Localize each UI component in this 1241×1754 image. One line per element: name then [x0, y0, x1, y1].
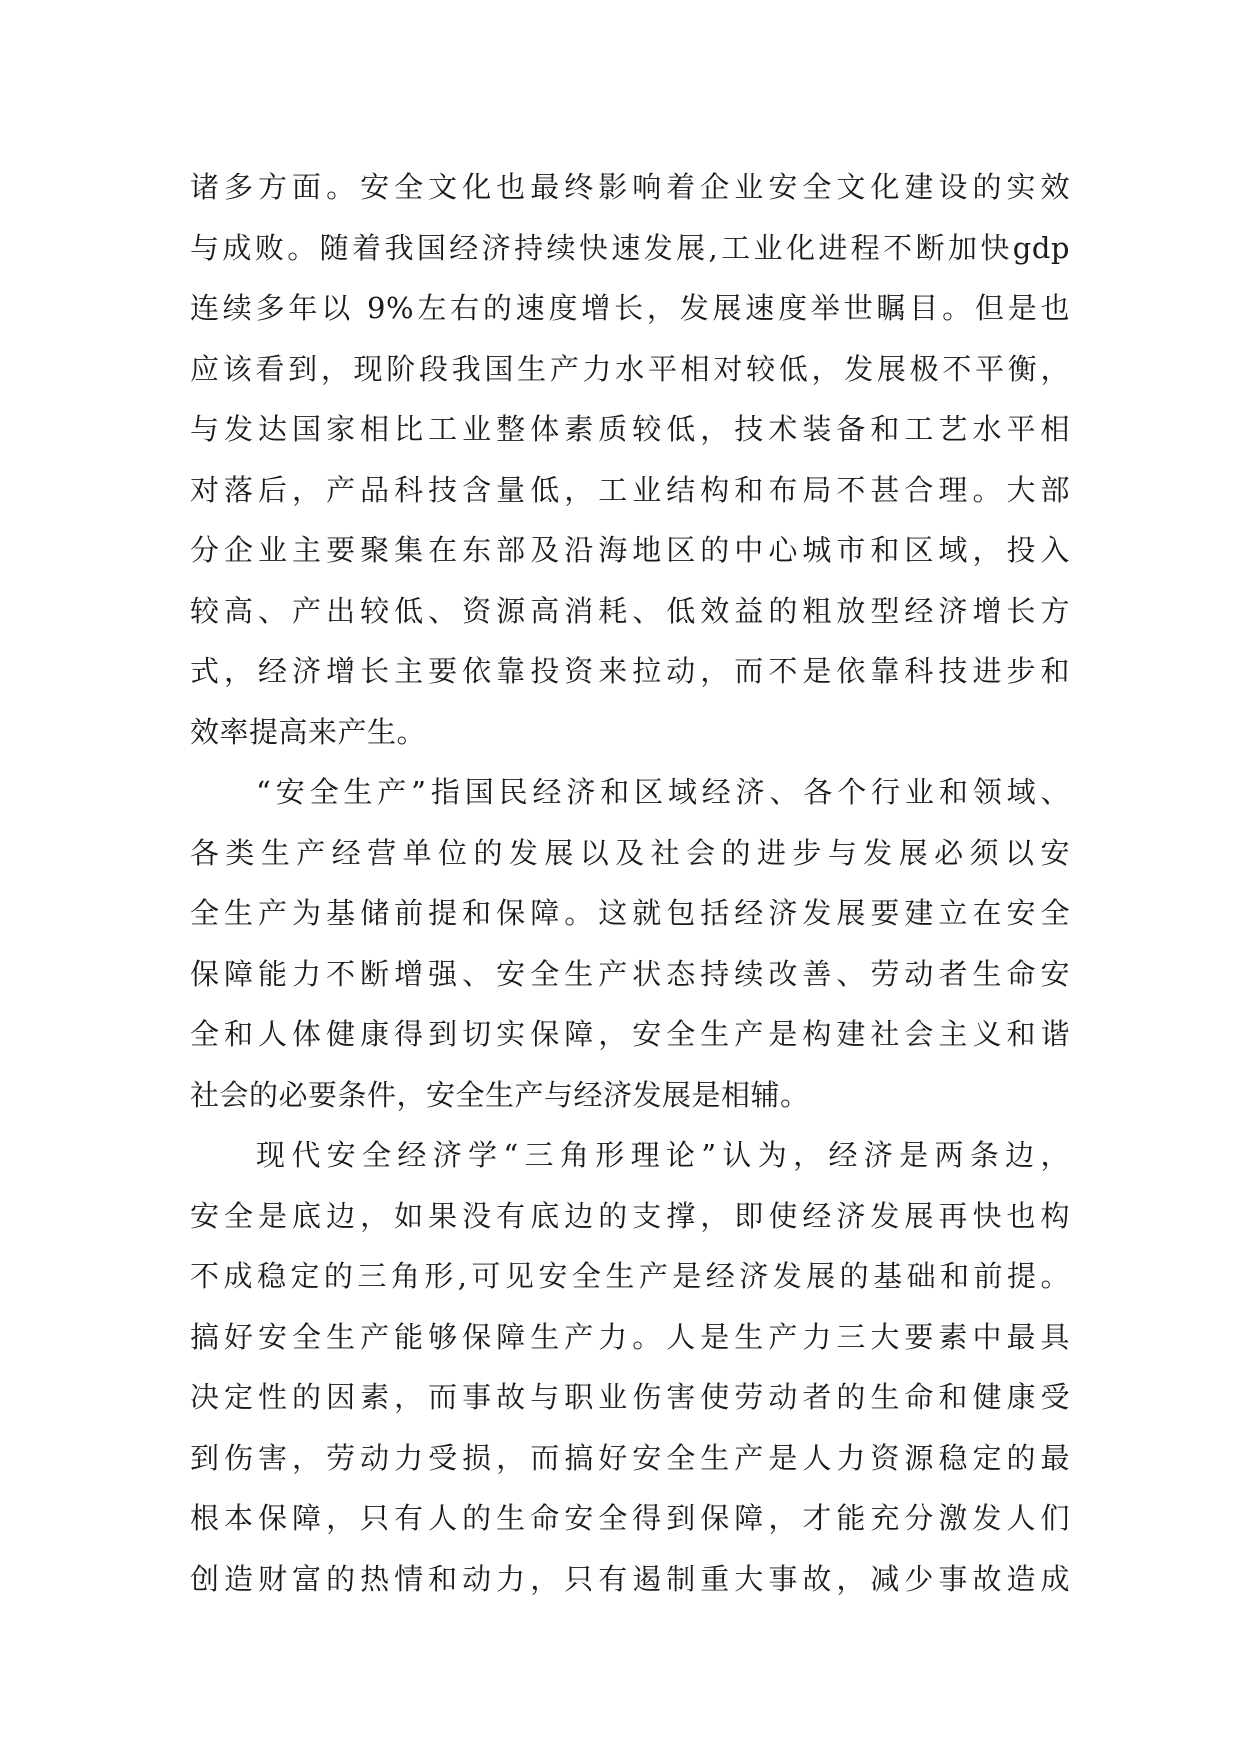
- text-line-20: 搞好安全生产能够保障生产力。人是生产力三大要素中最具: [190, 1319, 1070, 1354]
- text-line-23: 根本保障，只有人的生命安全得到保障，才能充分激发人们: [190, 1501, 1070, 1535]
- text-line-17: 现代安全经济学“三角形理论”认为，经济是两条边，: [256, 1138, 1070, 1172]
- text-line-5: 与发达国家相比工业整体素质较低，技术装备和工艺水平相: [190, 412, 1070, 446]
- text-line-6: 对落后，产品科技含量低，工业结构和布局不甚合理。大部: [190, 472, 1070, 507]
- text-line-10: 效率提高来产生。: [190, 714, 427, 749]
- text-line-2: 与成败。随着我国经济持续快速发展,工业化进程不断加快gdp: [190, 230, 1070, 265]
- text-line-4: 应该看到，现阶段我国生产力水平相对较低，发展极不平衡，: [190, 351, 1070, 386]
- text-line-19: 不成稳定的三角形,可见安全生产是经济发展的基础和前提。: [190, 1259, 1070, 1293]
- text-line-22: 到伤害，劳动力受损，而搞好安全生产是人力资源稳定的最: [190, 1440, 1070, 1475]
- text-line-8: 较高、产出较低、资源高消耗、低效益的粗放型经济增长方: [190, 593, 1070, 628]
- text-line-9: 式，经济增长主要依靠投资来拉动，而不是依靠科技进步和: [190, 654, 1070, 688]
- text-line-18: 安全是底边，如果没有底边的支撑，即使经济发展再快也构: [190, 1198, 1070, 1233]
- text-line-11: “安全生产”指国民经济和区域经济、各个行业和领域、: [256, 775, 1070, 809]
- text-line-1: 诸多方面。安全文化也最终影响着企业安全文化建设的实效: [190, 170, 1070, 204]
- text-line-16: 社会的必要条件，安全生产与经济发展是相辅。: [190, 1077, 810, 1112]
- text-line-14: 保障能力不断增强、安全生产状态持续改善、劳动者生命安: [190, 956, 1070, 991]
- text-line-12: 各类生产经营单位的发展以及社会的进步与发展必须以安: [190, 835, 1070, 870]
- text-line-15: 全和人体健康得到切实保障，安全生产是构建社会主义和谐: [190, 1017, 1070, 1051]
- text-line-21: 决定性的因素，而事故与职业伤害使劳动者的生命和健康受: [190, 1380, 1070, 1414]
- text-line-24: 创造财富的热情和动力，只有遏制重大事故，减少事故造成: [190, 1561, 1070, 1596]
- text-line-13: 全生产为基储前提和保障。这就包括经济发展要建立在安全: [190, 896, 1070, 930]
- text-line-7: 分企业主要聚集在东部及沿海地区的中心城市和区域，投入: [190, 533, 1070, 567]
- document-body: [190, 157, 1070, 1609]
- text-line-3: 连续多年以 9%左右的速度增长，发展速度举世瞩目。但是也: [190, 291, 1070, 325]
